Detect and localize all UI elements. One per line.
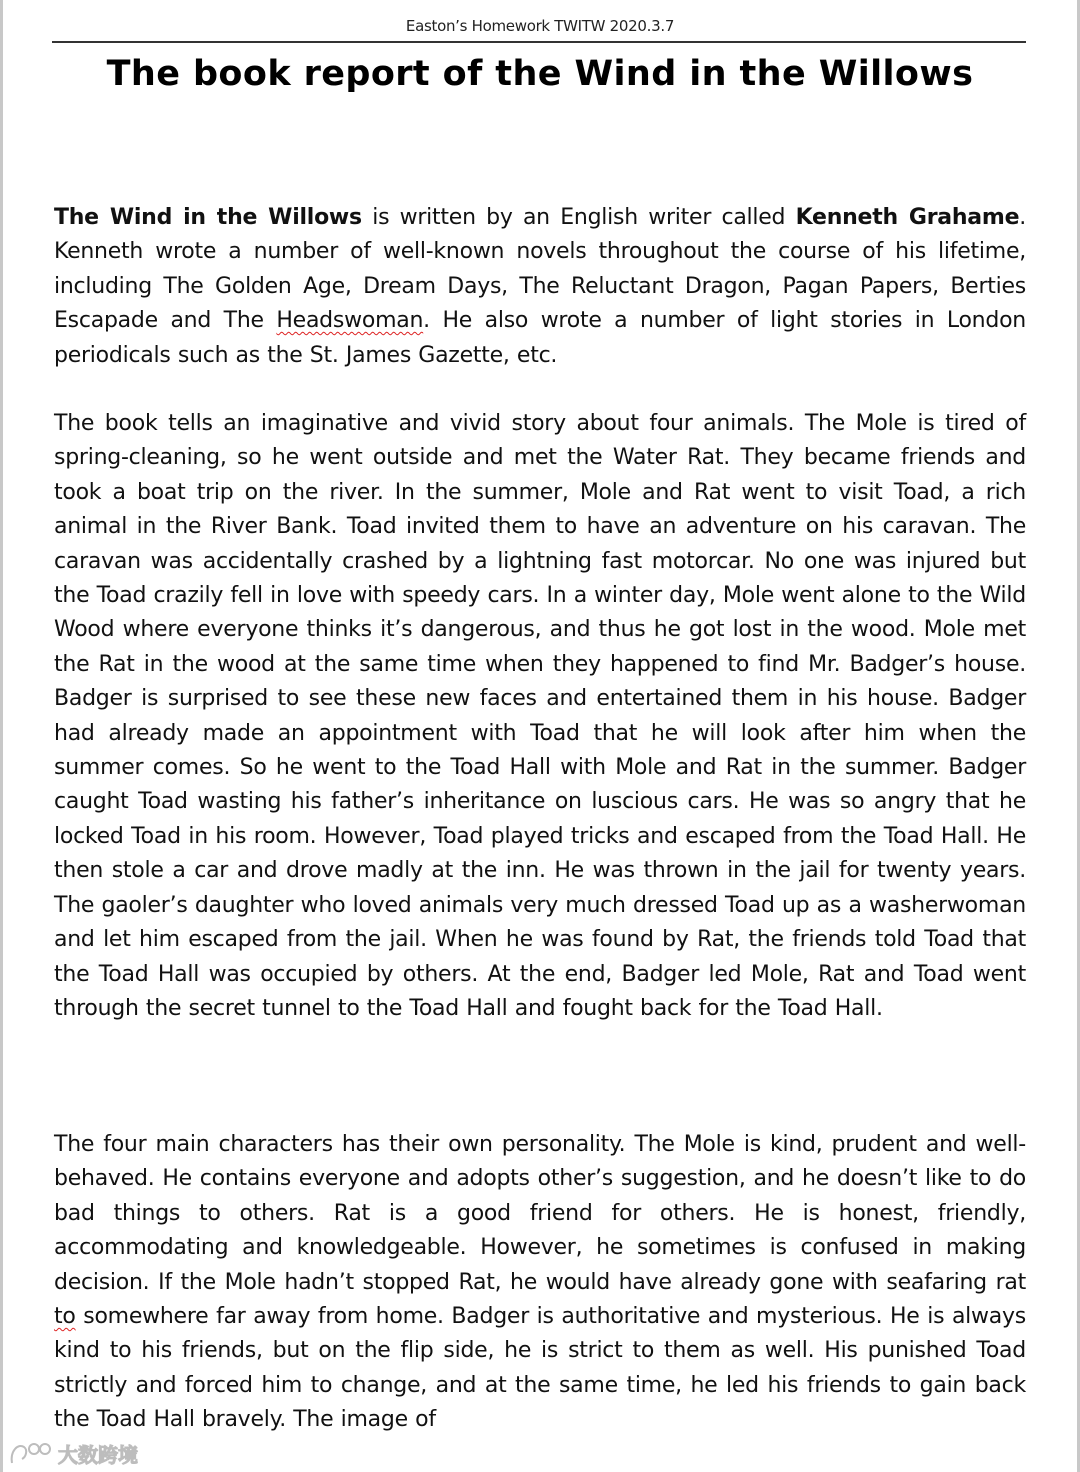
paragraph-characters: [54, 1128, 1026, 1438]
paragraph-author-intro: [54, 201, 1026, 373]
watermark-logo-icon: [8, 1437, 54, 1467]
left-page-edge: [0, 0, 3, 1472]
header-divider: [52, 41, 1026, 43]
spellcheck-flagged-word: to: [54, 1304, 76, 1330]
watermark: [8, 1437, 148, 1467]
watermark-text: 大数跨境: [58, 1443, 138, 1467]
paragraph-text: somewhere far away from home. Badger is authoritative and mysterious. He is always kind to his friends, but on the flip side, he is strict to them as well. His punished Toad strictly and forced him to change, and at the same time, he led his friends to gain back the Toad Hall bravely. The image of: [54, 1304, 1026, 1433]
header-label: Easton’s Homework TWITW 2020.3.7: [405, 17, 675, 35]
paragraph-text: The four main characters has their own personality. The Mole is kind, prudent and well-behaved. He contains everyone and adopts other’s suggestion, and he doesn’t like to do bad things to others. Rat is a good friend for others. He is honest, friendly, accommodating and knowledgeable. However, he sometimes is confused in making decision. If the Mole hadn’t stopped Rat, he would have already gone with seafaring rat: [54, 1132, 1026, 1295]
paragraph-text: . Kenneth wrote a number of well-known novels throughout the course of his lifetime, including The Golden Age, Dream Days, The Reluctant Dragon, Pagan Papers, Berties Escapade and The: [54, 205, 1027, 334]
paragraph-text: . He also wrote a number of light stories in London periodicals such as the St. James Gazette, etc.: [54, 308, 1026, 368]
book-title-bold: The Wind in the Willows: [54, 205, 362, 230]
author-name-bold: Kenneth Grahame: [795, 205, 1020, 230]
paragraph-text: is written by an English writer called: [361, 205, 796, 230]
paragraph-plot-summary: The book tells an imaginative and vivid story about four animals. The Mole is tired of spring-cleaning, so he went outside and met the Water Rat. They became friends and took a boat trip on the river. In the summer, Mole and Rat went to visit Toad, a rich animal in the River Bank. Toad invited them to have an adventure on his caravan. The caravan was accidentally crashed by a lightning fast motorcar. No one was injured but the Toad crazily fell in love with speedy cars. In a winter day, Mole went alone to the Wild Wood where everyone thinks it’s dangerous, and thus he got lost in the wood. Mole met the Rat in the wood at the same time when they happened to find Mr. Badger’s house. Badger is surprised to see these new faces and entertained them in his house. Badger had already made an appointment with Toad that he will look after him when the summer comes. So he went to the Toad Hall with Mole and Rat in the summer. Badger caught Toad wasting his father’s inheritance on luscious cars. He was so angry that he locked Toad in his room. However, Toad played tricks and escaped from the Toad Hall. He then stole a car and drove madly at the inn. He was thrown in the jail for twenty years. The gaoler’s daughter who loved animals very much dressed Toad up as a washerwoman and let him escaped from the jail. When he was found by Rat, the friends told Toad that the Toad Hall was occupied by others. At the end, Badger led Mole, Rat and Toad went through the secret tunnel to the Toad Hall and fought back for the Toad Hall.: [54, 411, 1026, 1021]
spellcheck-flagged-word: Headswoman: [276, 308, 424, 334]
document-title: The book report of the Wind in the Willows: [106, 54, 974, 94]
